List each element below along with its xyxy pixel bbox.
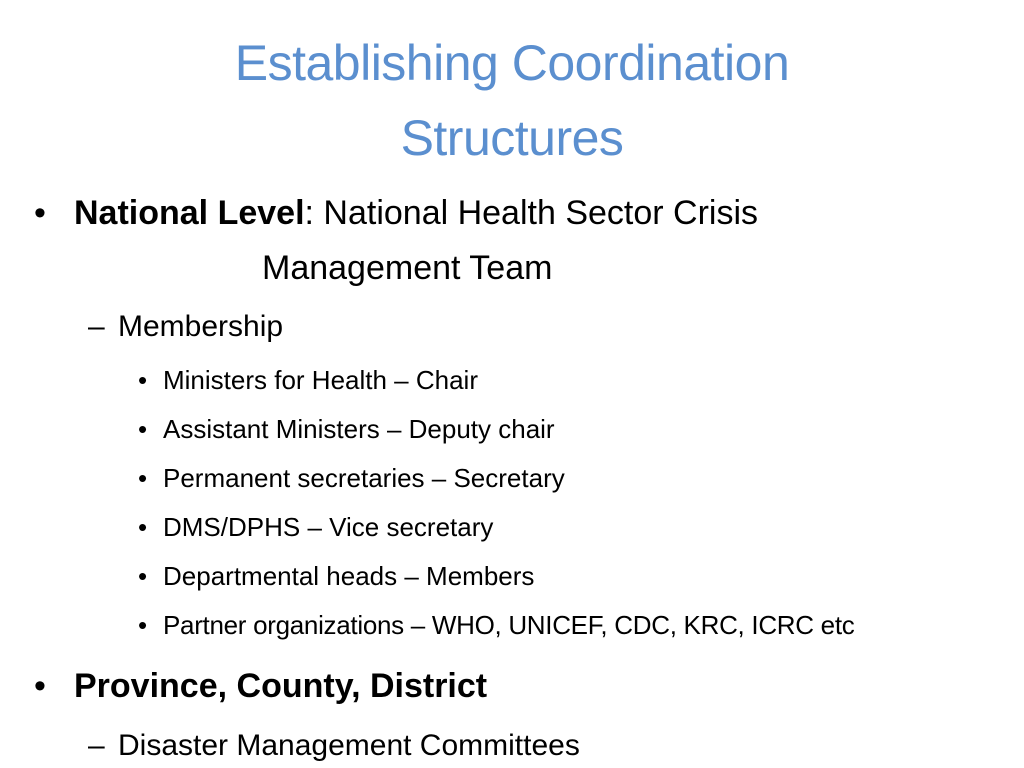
bullet-marker: • — [138, 610, 148, 640]
dash-marker: – — [88, 729, 105, 762]
province-level-item — [74, 666, 487, 706]
dash-marker: – — [88, 310, 105, 343]
national-level-text: : National Health Sector Crisis — [304, 194, 759, 232]
bullet-marker: • — [138, 414, 148, 444]
bullet-marker: • — [138, 561, 148, 591]
member-item: Assistant Ministers – Deputy chair — [163, 414, 555, 444]
bullet-marker: • — [34, 194, 46, 232]
national-level-text-cont: Management Team — [262, 249, 553, 287]
national-level-item — [74, 193, 758, 233]
committees-item: Disaster Management Committees — [118, 729, 580, 762]
membership-item: Membership — [118, 310, 284, 343]
province-level-label: Province, County, District — [74, 667, 488, 705]
member-item: Ministers for Health – Chair — [163, 365, 478, 395]
member-item: Departmental heads – Members — [163, 561, 535, 591]
bullet-marker: • — [138, 512, 148, 542]
national-level-label: National Level — [74, 194, 305, 232]
member-item: DMS/DPHS – Vice secretary — [163, 512, 494, 542]
bullet-marker: • — [138, 463, 148, 493]
title-line-1: Establishing Coordination — [234, 35, 790, 91]
member-item: Partner organizations – WHO, UNICEF, CDC, KRC, ICRC etc — [163, 610, 855, 640]
slide-title — [0, 26, 1024, 176]
bullet-marker: • — [34, 667, 46, 705]
title-line-2: Structures — [400, 110, 624, 166]
bullet-marker: • — [138, 365, 148, 395]
member-item: Permanent secretaries – Secretary — [163, 463, 565, 493]
